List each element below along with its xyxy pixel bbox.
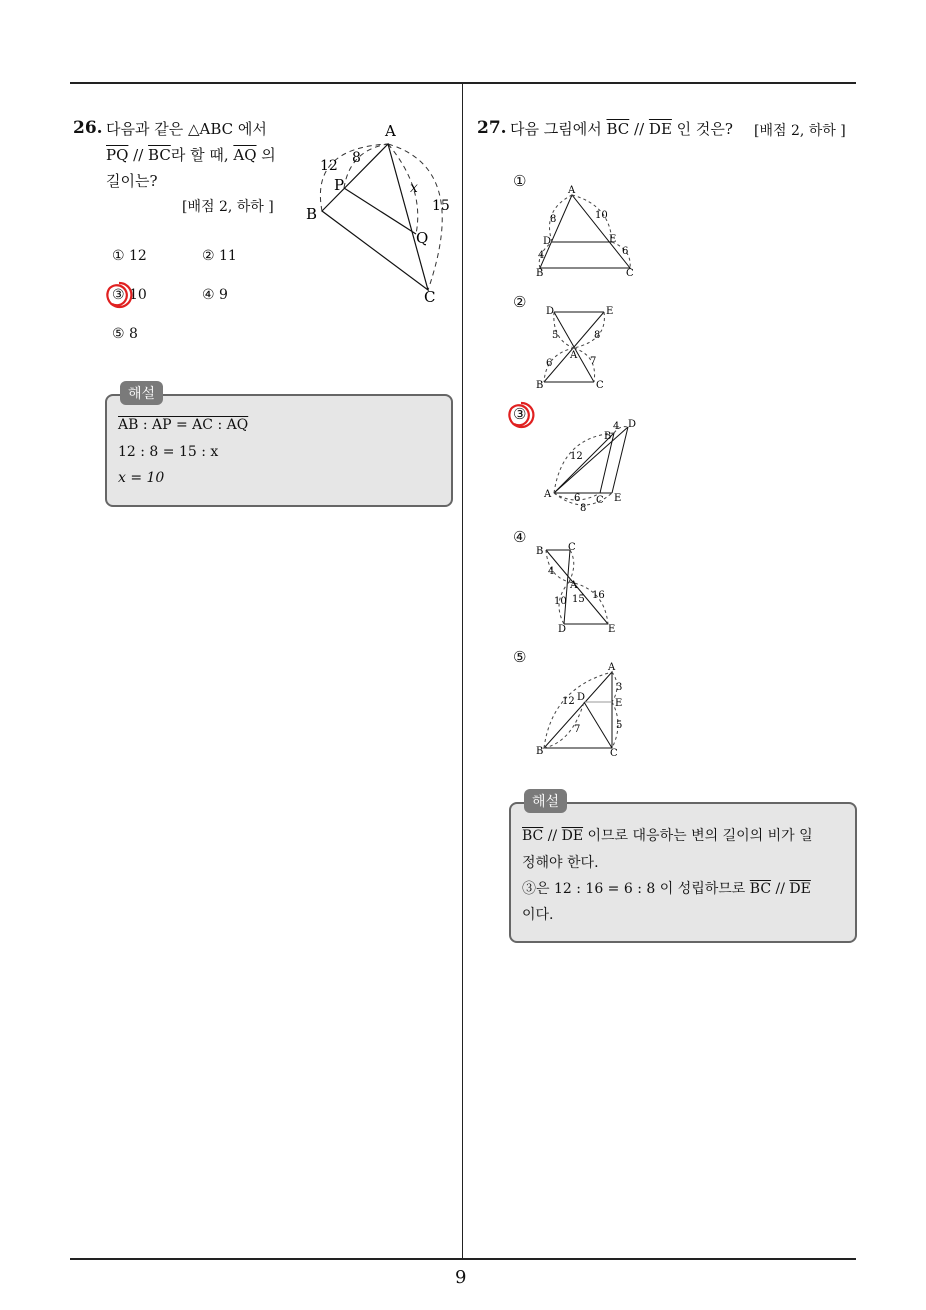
f1-8: 8 <box>550 214 557 225</box>
q26-pq-line <box>344 188 416 234</box>
f1-e: E <box>609 234 617 245</box>
f2-b: B <box>536 380 544 391</box>
q27-ex3-bc: $\overline{BC}$ <box>749 881 772 897</box>
q26-label-8: 8 <box>352 150 361 166</box>
q26-label-x: x <box>410 180 418 196</box>
q26-choice-5[interactable]: ⑤ 8 <box>112 326 138 342</box>
q27-choice-5[interactable]: ⑤ <box>513 648 527 666</box>
f3-e: E <box>614 493 622 504</box>
f1-b: B <box>536 268 544 279</box>
f1-4: 4 <box>538 250 545 261</box>
f1-d: D <box>543 236 552 247</box>
f3-c: C <box>596 495 604 506</box>
f5-5: 5 <box>616 720 623 731</box>
q27-number: 27. <box>477 118 507 138</box>
f3-de <box>612 427 628 493</box>
q26-label-c: C <box>424 288 436 306</box>
q26-aq: $\overline{AQ}$ <box>233 146 257 164</box>
f1-triangle <box>540 195 630 268</box>
f3-ad <box>554 427 628 493</box>
f2-6: 6 <box>546 358 553 369</box>
column-divider <box>462 84 463 1259</box>
q27-meta: [배점 2, 하하 ] <box>754 123 846 139</box>
f5-dc <box>584 702 612 748</box>
q26-arc-ac <box>388 144 442 290</box>
q27-choice-3[interactable]: ③ <box>513 405 527 423</box>
q26-line1: 다음과 같은 △ABC 에서 <box>106 120 267 138</box>
f3-d: D <box>628 419 637 430</box>
f4-d: D <box>558 624 567 635</box>
f3-a: A <box>544 489 552 500</box>
q26-answer-circle <box>104 280 134 310</box>
q27-text-a: 다음 그림에서 <box>510 120 607 138</box>
f5-3: 3 <box>616 682 623 693</box>
q26-text: 라 할 때, <box>170 146 234 164</box>
q27-ex-de: $\overline{DE}$ <box>561 828 584 844</box>
q27-explain-line3 <box>522 878 811 898</box>
f5-a: A <box>608 662 616 673</box>
f3-8: 8 <box>580 503 587 514</box>
q27-parallel: // <box>629 120 649 138</box>
q27-figure-2 <box>532 302 642 392</box>
f5-d: D <box>577 692 586 703</box>
q26-text-end: 의 <box>256 146 276 164</box>
f4-c: C <box>568 542 576 553</box>
f4-16: 16 <box>592 590 605 601</box>
q26-label-12: 12 <box>320 158 338 174</box>
f3-12: 12 <box>570 451 583 462</box>
q26-choice-4[interactable]: ④ 9 <box>202 287 228 303</box>
f4-a: A <box>570 580 578 591</box>
q26-label-q: Q <box>416 229 429 247</box>
f2-5: 5 <box>552 330 559 341</box>
f3-bc <box>600 433 614 493</box>
f4-10: 10 <box>554 596 567 607</box>
f2-8: 8 <box>594 330 601 341</box>
page-number: 9 <box>455 1267 467 1288</box>
f5-c: C <box>610 748 618 759</box>
f5-12: 12 <box>562 696 575 707</box>
q26-figure <box>300 118 460 308</box>
f5-triangle <box>544 672 612 748</box>
q27-choice-4[interactable]: ④ <box>513 528 527 546</box>
q27-ex3-parallel: // <box>771 881 790 897</box>
q27-ex-text: 이므로 대응하는 변의 길이의 비가 일 <box>583 828 813 844</box>
f1-6: 6 <box>622 246 629 257</box>
f2-e: E <box>606 306 614 317</box>
q26-number: 26. <box>73 118 103 138</box>
f2-d: D <box>546 306 555 317</box>
q26-explain-tag: 해설 <box>120 381 163 405</box>
q27-ex-parallel: // <box>543 828 562 844</box>
f3-4: 4 <box>613 421 620 432</box>
q27-figure-3 <box>540 415 650 515</box>
q26-explain-ratio: AB : AP = AC : AQ <box>118 417 249 433</box>
q26-pq: $\overline{PQ}$ <box>106 146 129 164</box>
f2-c: C <box>596 380 604 391</box>
q26-bc: $\overline{BC}$ <box>148 146 171 164</box>
f2-ec-line <box>544 312 604 382</box>
q27-ex-bc: $\overline{BC}$ <box>522 828 544 844</box>
q26-explain-line3: x = 10 <box>118 470 165 486</box>
q27-explain-line1 <box>522 825 813 845</box>
f1-10: 10 <box>595 210 608 221</box>
q27-answer-circle <box>506 400 536 430</box>
q27-bc: $\overline{BC}$ <box>606 120 630 138</box>
f5-b: B <box>536 746 544 757</box>
q27-choice-1[interactable]: ① <box>513 172 527 190</box>
q27-explain-tag: 해설 <box>524 789 567 813</box>
f4-e: E <box>608 624 616 635</box>
q27-line1 <box>510 116 733 142</box>
q26-explain-line2: 12 : 8 = 15 : x <box>118 444 219 460</box>
q26-triangle <box>322 144 428 290</box>
q26-label-p: P <box>334 176 345 194</box>
f2-7: 7 <box>590 356 597 367</box>
q27-explain-box <box>509 802 857 943</box>
f4-b: B <box>536 546 544 557</box>
q27-explain-line4: 이다. <box>522 907 554 923</box>
q26-label-15: 15 <box>432 198 450 214</box>
f4-4: 4 <box>548 566 555 577</box>
q27-figure-1 <box>532 180 642 280</box>
q27-figure-5 <box>532 658 642 763</box>
top-rule <box>70 82 856 84</box>
f4-15: 15 <box>572 594 585 605</box>
q27-ex3-de: $\overline{DE}$ <box>789 881 811 897</box>
q27-choice-2[interactable]: ② <box>513 293 527 311</box>
f3-b: B <box>604 431 612 442</box>
bottom-rule <box>70 1258 856 1260</box>
f2-a: A <box>570 350 578 361</box>
q26-choice-1[interactable]: ① 12 <box>112 248 147 264</box>
q27-de: $\overline{DE}$ <box>648 120 672 138</box>
q26-label-a: A <box>385 122 396 140</box>
q26-label-b: B <box>306 205 318 223</box>
q27-text-e: 인 것은? <box>671 120 733 138</box>
q26-choice-2[interactable]: ② 11 <box>202 248 237 264</box>
f1-c: C <box>626 268 634 279</box>
f5-7: 7 <box>574 724 581 735</box>
q27-figure-4 <box>532 538 642 638</box>
q26-parallel: // <box>128 146 149 164</box>
f3-6: 6 <box>574 493 581 504</box>
q26-meta: [배점 2, 하하 ] <box>182 199 274 215</box>
f1-a: A <box>568 185 576 196</box>
q27-ex3-text: ③은 12 : 16 = 6 : 8 이 성립하므로 <box>522 881 750 897</box>
q26-line2 <box>106 142 276 168</box>
q26-line3: 길이는? <box>106 172 158 190</box>
f5-e: E <box>615 698 623 709</box>
q26-explain-line1 <box>118 417 248 433</box>
q26-choice-3[interactable]: ③ 10 <box>112 287 147 303</box>
q27-explain-line2: 정해야 한다. <box>522 855 599 871</box>
